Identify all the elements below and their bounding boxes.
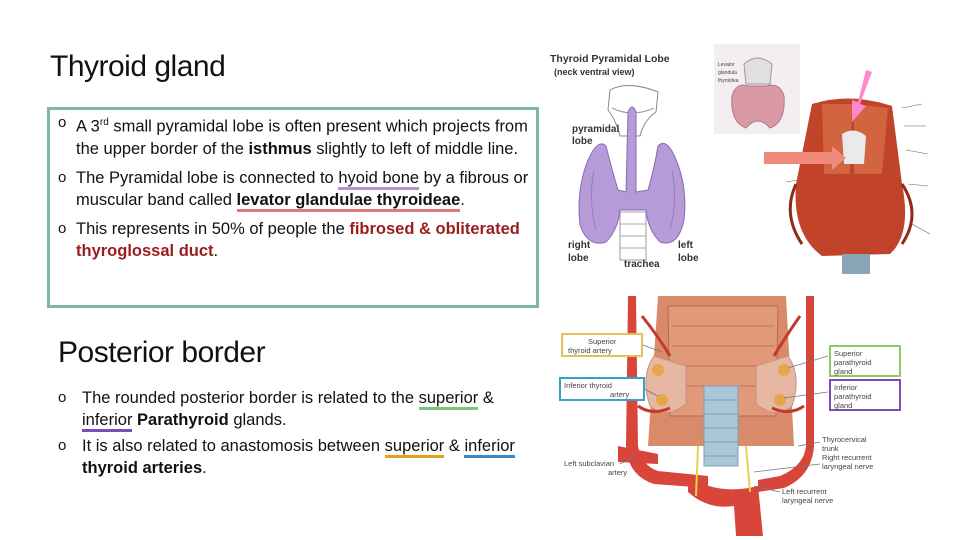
bullet-marker: o bbox=[58, 389, 67, 406]
text: & bbox=[444, 437, 465, 455]
superior-parathyroid-left bbox=[778, 364, 790, 376]
bullet-marker: o bbox=[58, 437, 67, 454]
trachea-shape bbox=[704, 386, 738, 466]
label-left: left bbox=[678, 240, 693, 251]
text: slightly to left of middle line. bbox=[311, 139, 519, 158]
term-inferior: inferior bbox=[82, 411, 132, 432]
aortic-arch bbox=[688, 476, 763, 536]
bullet-marker: o bbox=[58, 168, 67, 186]
label-subclavian-2: artery bbox=[608, 468, 628, 477]
section-title-posterior-border: Posterior border bbox=[58, 336, 266, 369]
label-inf-para-3: gland bbox=[834, 401, 853, 410]
superior-parathyroid-right bbox=[652, 364, 664, 376]
label-left-recurrent-1: Left recurrent bbox=[782, 487, 827, 496]
label-pyramidal-lobe: lobe bbox=[572, 136, 593, 147]
term-hyoid-bone: hyoid bone bbox=[338, 169, 419, 190]
section-title-thyroid-gland: Thyroid gland bbox=[50, 50, 226, 83]
label-thyrocervical-1: Thyrocervical bbox=[822, 435, 867, 444]
text: The Pyramidal lobe is connected to bbox=[76, 168, 339, 187]
term-thyroglossal-duct: fibrosed & obliterated thyroglossal duct bbox=[76, 219, 520, 260]
label-right-lobe: lobe bbox=[568, 253, 589, 264]
inferior-parathyroid-left bbox=[774, 394, 786, 406]
text: The rounded posterior border is related to the bbox=[82, 389, 419, 407]
label-sup-para-1: Superior bbox=[834, 349, 863, 358]
label-superior-artery-2: thyroid artery bbox=[568, 346, 612, 355]
list-item bbox=[52, 167, 542, 211]
label-trachea: trachea bbox=[624, 259, 660, 270]
label-right-recurrent-2: laryngeal nerve bbox=[822, 462, 874, 471]
label-pyramidal: pyramidal bbox=[572, 124, 620, 135]
text: A 3 bbox=[76, 117, 100, 136]
list-item bbox=[52, 218, 542, 262]
label-sup-para-2: parathyroid bbox=[834, 358, 872, 367]
bullet-marker: o bbox=[58, 219, 67, 237]
text: glands. bbox=[228, 411, 287, 429]
list-item bbox=[52, 112, 542, 160]
text: by a fibrous or muscular band called bbox=[76, 168, 529, 209]
label-inf-para-2: parathyroid bbox=[834, 392, 872, 401]
text: This represents in 50% of people the bbox=[76, 219, 350, 238]
term-superior: superior bbox=[385, 437, 445, 458]
term-superior: superior bbox=[419, 389, 479, 410]
text: . bbox=[202, 459, 207, 477]
figure-title: Thyroid Pyramidal Lobe bbox=[550, 53, 670, 65]
larynx-window bbox=[842, 130, 866, 164]
text: . bbox=[213, 241, 219, 260]
thyroid-bullet-list bbox=[52, 112, 542, 269]
text: small pyramidal lobe is often present which projects from the upper border of the bbox=[76, 117, 528, 158]
text: It is also related to anastomosis between bbox=[82, 437, 385, 455]
posterior-bullet-list bbox=[52, 387, 522, 483]
trachea-shape bbox=[842, 254, 870, 274]
neck-muscles-figure bbox=[762, 64, 938, 276]
label-inferior-artery-2: artery bbox=[610, 390, 630, 399]
label-left-recurrent-2: laryngeal nerve bbox=[782, 496, 834, 505]
bullet-marker: o bbox=[58, 114, 67, 131]
label-subclavian-1: Left subclavian bbox=[564, 459, 615, 468]
label-right-recurrent-1: Right recurrent bbox=[822, 453, 872, 462]
term-inferior: inferior bbox=[464, 437, 514, 458]
text: & bbox=[478, 389, 494, 407]
label-inferior-artery-1: Inferior thyroid bbox=[564, 381, 612, 390]
figure-subtitle: (neck ventral view) bbox=[554, 67, 635, 77]
text: . bbox=[460, 190, 465, 209]
list-item bbox=[52, 435, 522, 479]
posterior-view-figure bbox=[558, 296, 912, 536]
label-superior-artery-1: Superior bbox=[588, 337, 617, 346]
inset-label-1: Levator bbox=[718, 62, 735, 68]
label-right: right bbox=[568, 240, 591, 251]
list-item bbox=[52, 387, 522, 431]
term-levator: levator glandulae thyroideae bbox=[237, 191, 461, 212]
inset-label-2: glandula bbox=[718, 70, 737, 76]
pyramidal-lobe-figure bbox=[548, 50, 714, 275]
term-thyroid-arteries: thyroid arteries bbox=[82, 459, 203, 477]
term-parathyroid: Parathyroid bbox=[137, 411, 229, 429]
label-sup-para-3: gland bbox=[834, 367, 853, 376]
label-left-lobe: lobe bbox=[678, 253, 699, 264]
term-isthmus: isthmus bbox=[248, 139, 312, 158]
inset-label-3: thyroidea bbox=[718, 78, 739, 84]
label-inf-para-1: Inferior bbox=[834, 383, 858, 392]
label-thyrocervical-2: trunk bbox=[822, 444, 839, 453]
superscript: rd bbox=[99, 117, 109, 128]
